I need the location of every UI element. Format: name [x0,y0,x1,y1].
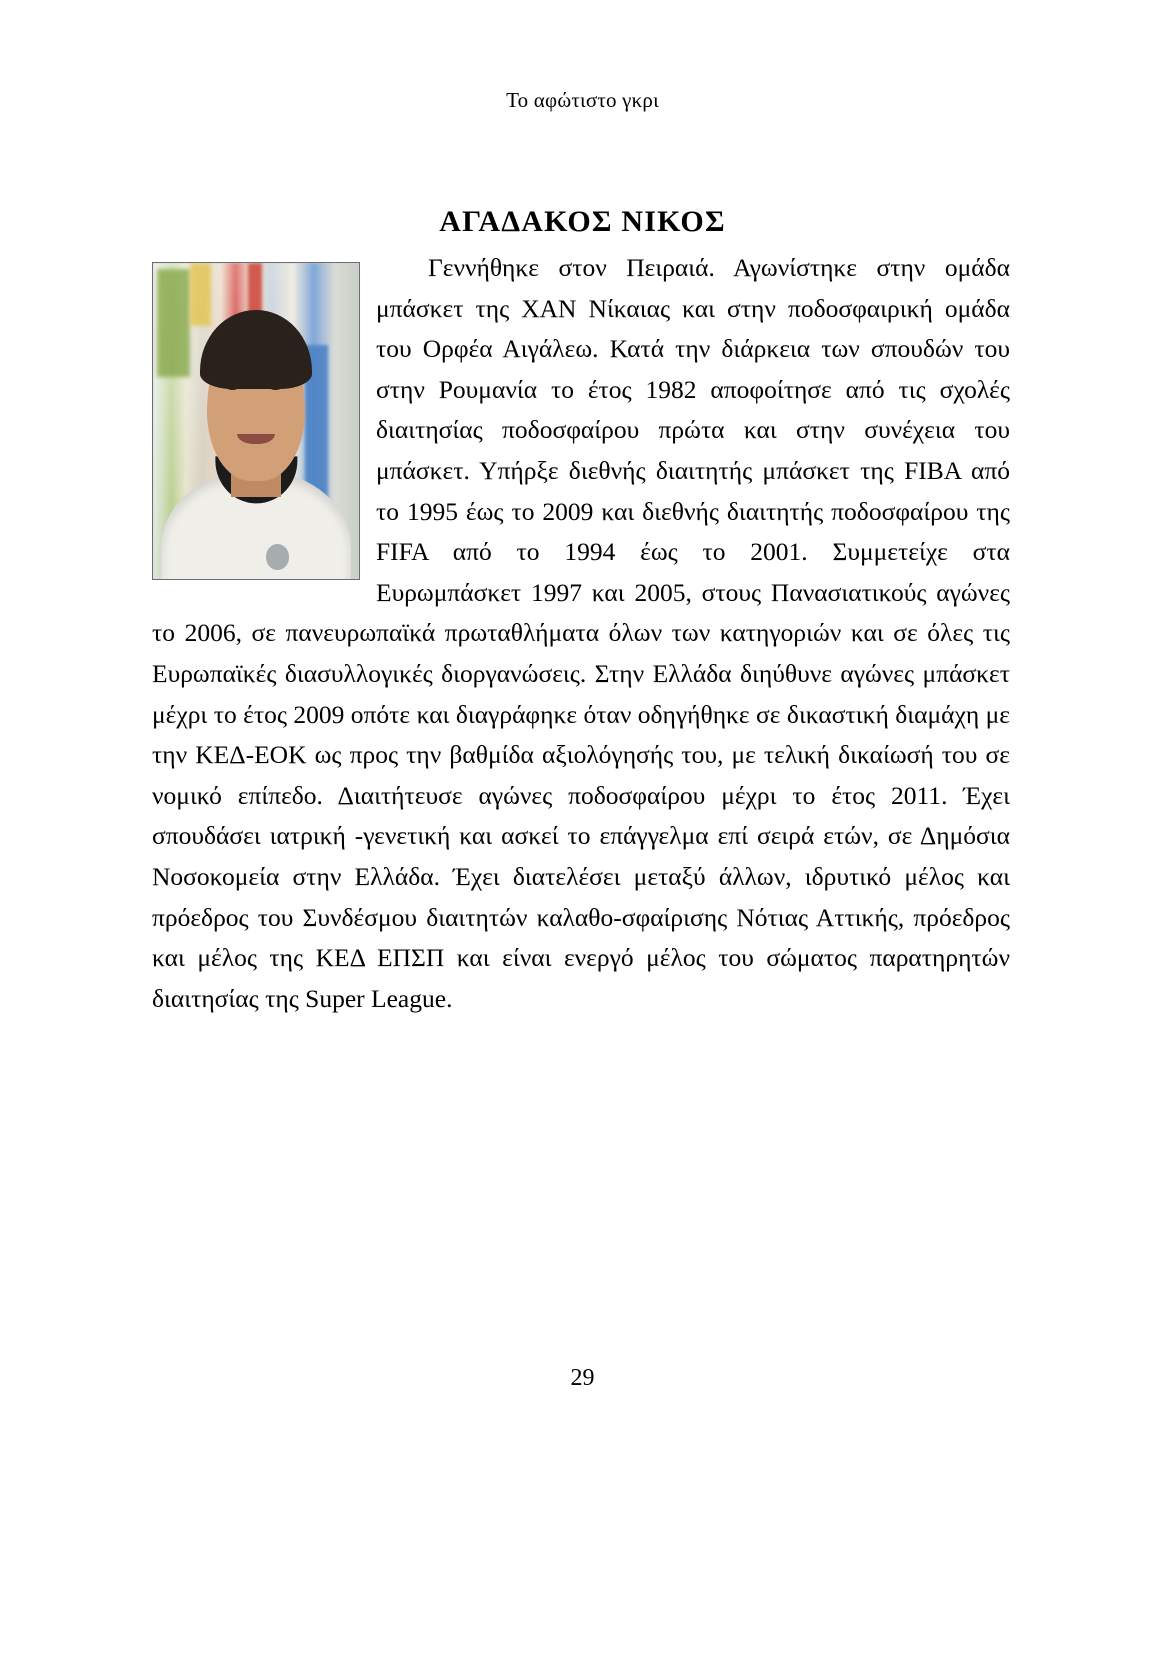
page-title: ΑΓΑΔΑΚΟΣ ΝΙΚΟΣ [439,205,726,239]
photo-background-yellow [190,263,211,326]
photo-background-green [157,269,190,376]
running-head: Το αφώτιστο γκρι [506,88,659,112]
photo-shirt-logo [266,544,289,569]
portrait-photo [152,262,360,580]
photo-eye-left [225,380,239,390]
body-text-block [152,248,1010,1019]
photo-eyebrow-right [266,367,285,374]
photo-eye-right [268,380,282,390]
photo-eyebrow-left [223,367,242,374]
page-number: 29 [570,1365,595,1391]
biography-text: Γεννήθηκε στον Πειραιά. Αγωνίστηκε στην ομάδα μπάσκετ της ΧΑΝ Νίκαιας και στην ποδοσφαιρική ομάδα του Ορφέα Αιγάλεω. Κατά την διάρκεια των σπουδών του στην Ρουμανία το έτος 1982 αποφοίτησε από τις σχολές διαιτησίας ποδοσφαίρου πρώτα και στην συνέχεια του μπάσκετ. Υπήρξε διεθνής διαιτητής μπάσκετ της FIBA από το 1995 έως το 2009 και διεθνής διαιτητής ποδοσφαίρου της FIFA από το 1994 έως το 2001. Συμμετείχε στα Ευρωμπάσκετ 1997 και 2005, στους Πανασιατικούς αγώνες το 2006, σε πανευρωπαϊκά πρωταθλήματα όλων των κατηγοριών και σε όλες τις Ευρωπαϊκές διασυλλογικές διοργανώσεις. Στην Ελλάδα διηύθυνε αγώνες μπάσκετ μέχρι το έτος 2009 οπότε και διαγράφηκε όταν οδηγήθηκε σε δικαστική διαμάχη με την ΚΕΔ-ΕΟΚ ως προς την βαθμίδα αξιολόγησής του, με τελική δικαίωσή του σε νομικό επίπεδο. Διαιτήτευσε αγώνες ποδοσφαίρου μέχρι το έτος 2011. Έχει σπουδάσει ιατρική -γενετική και ασκεί το επάγγελμα επί σειρά ετών, σε Δημόσια Νοσοκομεία στην Ελλάδα. Έχει διατελέσει μεταξύ άλλων, ιδρυτικό μέλος και πρόεδρος του Συνδέσμου διαιτητών καλαθο-σφαίρισης Νότιας Αττικής, πρόεδρος και μέλος της ΚΕΔ ΕΠΣΠ και είναι ενεργό μέλος του σώματος παρατηρητών διαιτησίας της Super League. [152,253,1010,1013]
